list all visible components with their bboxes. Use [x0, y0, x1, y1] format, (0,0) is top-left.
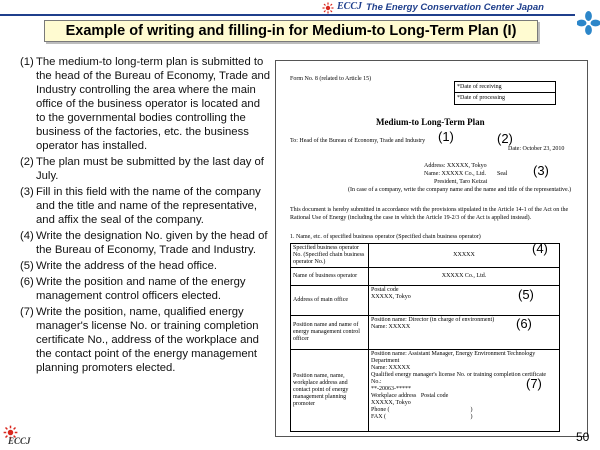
form-number: Form No. 8 (related to Article 15) — [290, 76, 372, 82]
marker-4: (4) — [532, 241, 548, 256]
title-box — [44, 20, 538, 42]
page-title: Example of writing and filling-in for Medium-to Long-Term Plan (I) — [65, 23, 517, 39]
workplace-city: XXXXX, Tokyo — [371, 400, 411, 406]
office-postal: Postal code — [371, 287, 399, 293]
list-item — [20, 275, 272, 303]
marker-5: (5) — [518, 287, 534, 302]
name-line: Name: XXXXX Co., Ltd. — [424, 171, 486, 177]
item-number: (5) — [20, 260, 34, 272]
form-panel — [275, 60, 588, 437]
name-label: Name of business operator — [291, 268, 369, 286]
item-text: Write the address of the head office. — [36, 260, 218, 272]
item-text: Fill in this field with the name of the company and the title and name of the representative, and affix the seal of the company. — [36, 186, 261, 226]
company-note: (In case of a company, write the company name and the name and title of the representative.) — [348, 187, 572, 193]
table-row — [291, 268, 560, 286]
office-label: Address of main office — [291, 286, 369, 316]
president-line: President, Taro Keizai — [434, 179, 488, 185]
designation-value: XXXXX — [369, 244, 560, 268]
list-item — [20, 305, 272, 375]
eccj-logo-icon — [322, 2, 334, 14]
officer-label: Position name and name of energy management control officer — [291, 316, 369, 350]
header-divider — [0, 14, 575, 16]
receipt-box — [454, 81, 556, 105]
phone-paren: ) — [470, 407, 473, 413]
promoter-position: Position name: Assistant Manager, Energy Environment Technology Department — [371, 351, 536, 364]
marker-7: (7) — [526, 376, 542, 391]
table-row — [291, 244, 560, 268]
marker-6: (6) — [516, 316, 532, 331]
processing-date-row: *Date of processing — [457, 95, 505, 101]
date-line: Date: October 23, 2010 — [508, 146, 565, 152]
workplace-postal: Postal code — [420, 393, 449, 399]
seal-label: Seal — [497, 171, 508, 177]
marker-1: (1) — [438, 129, 454, 144]
item-text: Write the position, name, qualified energy manager's license No. or training completion certificate No., address of the workplace and the contact point of the energy management planning promoters elected. — [36, 306, 259, 374]
workplace-label: Workplace address — [371, 393, 417, 399]
list-item — [20, 229, 272, 257]
item-number: (4) — [20, 230, 34, 242]
workplace-row — [371, 393, 557, 400]
officer-position: Position name: Director (in charge of environment) — [371, 317, 495, 323]
instruction-list — [20, 55, 272, 377]
promoter-license: Qualified energy manager's license No. or training completion certificate No.: — [371, 372, 547, 385]
designation-label: Specified business operator No. (Specified chain business operator No.) — [291, 244, 369, 268]
list-item — [20, 185, 272, 227]
list-item — [20, 259, 272, 273]
phone-label: Phone ( — [371, 407, 390, 413]
list-item — [20, 55, 272, 153]
header-bar — [0, 0, 600, 18]
fax-paren: ) — [470, 414, 473, 420]
item-number: (7) — [20, 306, 34, 318]
header-org-name: The Energy Conservation Center Japan — [366, 2, 544, 13]
name-value: XXXXX Co., Ltd. — [369, 268, 560, 286]
promoter-license-no: **-20063-***** — [371, 386, 411, 392]
fax-label: FAX ( — [371, 414, 387, 420]
officer-name: Name: XXXXX — [371, 324, 411, 330]
item-text: The medium-to long-term plan is submitted to the head of the Bureau of Economy, Trade and Industry controlling the area where the main office of the business operator is located and to the governmental bodies controlling the business of the factories, etc. the business operator has installed. — [36, 56, 271, 152]
marker-3: (3) — [533, 163, 549, 178]
item-text: Write the position and name of the energy management control officers elected. — [36, 276, 246, 302]
phone-row — [371, 407, 557, 414]
section-heading: 1. Name, etc. of specified business operator (Specified chain business operator) — [290, 234, 481, 240]
receipt-date-row: *Date of receiving — [455, 82, 555, 93]
page-number: 50 — [576, 430, 590, 444]
promoter-name: Name: XXXXX — [371, 365, 411, 371]
operator-table — [290, 243, 560, 432]
footer-org-short: ECCJ — [8, 436, 31, 446]
item-text: The plan must be submitted by the last day of July. — [36, 156, 264, 182]
to-line: To: Head of the Bureau of Economy, Trade and Industry — [290, 138, 426, 144]
marker-2: (2) — [497, 131, 513, 146]
item-number: (3) — [20, 186, 34, 198]
promoter-label: Position name, name, workplace address and contact point of energy management planning promoter — [291, 350, 369, 432]
form-title: Medium-to Long-Term Plan — [376, 117, 485, 127]
item-number: (6) — [20, 276, 34, 288]
address-line: Address: XXXXX, Tokyo — [424, 163, 487, 169]
item-number: (2) — [20, 156, 34, 168]
submission-text: This document is hereby submitted in accordance with the provisions stipulated in the Article 14-1 of the Act on the — [290, 207, 569, 213]
header-org-short: ECCJ — [337, 1, 363, 12]
office-address: XXXXX, Tokyo — [371, 294, 411, 300]
item-number: (1) — [20, 56, 34, 68]
table-row — [291, 350, 560, 432]
item-text: Write the designation No. given by the head of the Bureau of Economy, Trade and Industry. — [36, 230, 268, 256]
list-item — [20, 155, 272, 183]
submission-text: Rational Use of Energy (including the case in which the Article 19-2/3 of the Act is applied instead). — [290, 215, 532, 221]
fax-row — [371, 414, 557, 421]
clover-logo-icon — [577, 2, 600, 42]
